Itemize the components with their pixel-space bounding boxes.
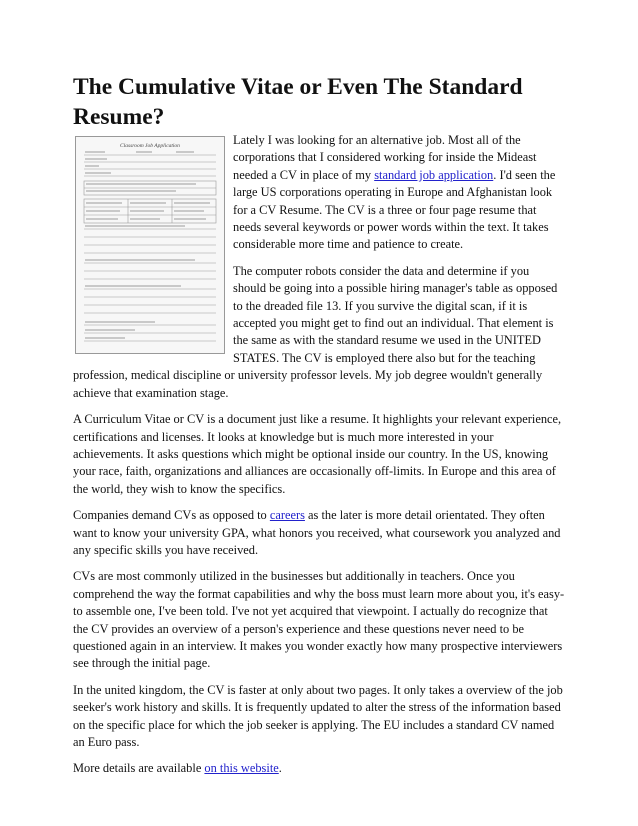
careers-link[interactable]: careers bbox=[269, 508, 305, 523]
form-heading: Classroom Job Application bbox=[120, 143, 180, 149]
standard-job-application-link[interactable]: standard job application bbox=[374, 167, 494, 182]
para4-text-end: as the later is more detail orientated. They often want to know your university GPA, what honors you received, what coursework you analyzed and any specific skills you have received. bbox=[73, 508, 561, 557]
paragraph-6: In the united kingdom, the CV is faster at only about two pages. It only takes a overview of the job seeker's work history and skills. It is frequently updated to alter the stress of the information based on the specific place for which the job seeker is applying. The EU includes a standard CV named an Euro pass. bbox=[73, 682, 563, 749]
para1-text-start: Lately I was looking for an alternative job. Most all of the corporations that I considered working for inside the Mideast needed a CV in place of my bbox=[233, 133, 537, 182]
para7-text-start: More details are available bbox=[73, 761, 205, 776]
form-thumbnail-graphic bbox=[76, 137, 224, 353]
paragraph-7 bbox=[73, 760, 565, 777]
intro-block bbox=[73, 132, 565, 402]
para7-text-end: . bbox=[278, 761, 282, 776]
website-link[interactable]: on this website bbox=[204, 761, 279, 776]
job-application-form-image bbox=[75, 136, 225, 354]
para4-text-start: Companies demand CVs as opposed to bbox=[73, 508, 270, 523]
page-title: The Cumulative Vitae or Even The Standard Resume? bbox=[73, 74, 523, 130]
paragraph-4 bbox=[73, 507, 565, 559]
paragraph-5: CVs are most commonly utilized in the businesses but additionally in teachers. Once you comprehend the way the format capabilities and why the boss must learn more about you, it's easy-to assemble one, I've been told. I've not yet acquired that viewpoint. I actually do recognize that the CV provides an overview of a person's experience and these questions never need to be questioned again in an interview. It makes you wonder exactly how many prospective interviewers see through the initial page. bbox=[73, 569, 565, 671]
para1-text-end: . I'd seen the large US corporations operating in Europe and Afghanistan look for a CV Resume. The CV is a three or four page resume that needs several keywords or power words within the text. It takes considerable more time and patience to create. bbox=[233, 167, 556, 252]
paragraph-3: A Curriculum Vitae or CV is a document just like a resume. It highlights your relevant experience, certifications and licenses. It looks at knowledge but is much more interested in your achievements. It asks questions which might be optional inside our country. In the US, knowing your race, faith, organizations and alliances are occasionally off-limits. In Europe and this area of the world, they wish to know the specifics. bbox=[73, 412, 562, 496]
article bbox=[73, 72, 565, 778]
paragraph-2: The computer robots consider the data and determine if you should be going into a possible hiring manager's table as opposed to the dreaded file 13. If you survive the digital scan, if it is accepted you might get to find out an individual. That element is the same as with the standard resume we used in the UNITED STATES. The CV is employed there also but for the teaching profession, medical discipline or university professor levels. My job degree wouldn't generally achieve that examination stage. bbox=[73, 263, 558, 400]
